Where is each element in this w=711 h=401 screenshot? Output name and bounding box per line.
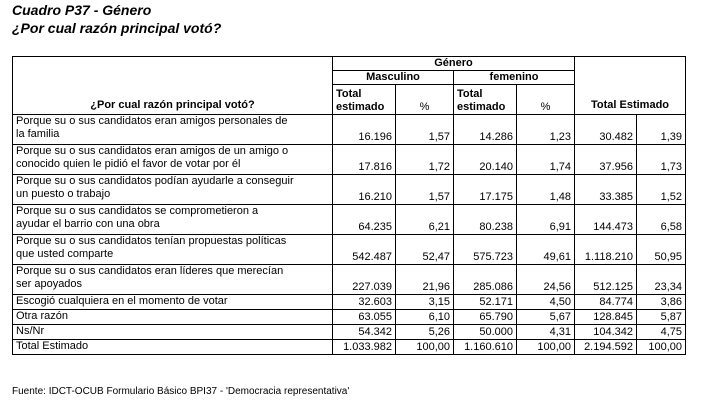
row-label: Porque su o sus candidatos se comprometieron a ayudar el barrio con una obra — [13, 205, 333, 235]
cell-t-pct: 5,87 — [637, 310, 686, 325]
cell-t-pct: 1,52 — [637, 175, 686, 205]
row-label: Escogió cualquiera en el momento de votar — [13, 295, 333, 310]
table-row — [13, 205, 686, 235]
cell-t-total: 30.482 — [575, 115, 637, 145]
cell-m-pct: 6,10 — [396, 310, 454, 325]
cell-t-total: 512.125 — [575, 265, 637, 295]
table-row — [13, 235, 686, 265]
cell-t-total: 1.118.210 — [575, 235, 637, 265]
cell-t-pct: 6,58 — [637, 205, 686, 235]
row-label: Porque su o sus candidatos tenían propuestas políticas que usted comparte — [13, 235, 333, 265]
table-row — [13, 175, 686, 205]
cell-m-pct: 52,47 — [396, 235, 454, 265]
cell-t-total: 128.845 — [575, 310, 637, 325]
cell-f-pct: 4,50 — [517, 295, 575, 310]
femenino-total-header: Total estimado — [454, 85, 517, 115]
table-row — [13, 265, 686, 295]
cell-t-total: 33.385 — [575, 175, 637, 205]
cell-m-total: 17.816 — [333, 145, 396, 175]
cell-f-pct: 6,91 — [517, 205, 575, 235]
cell-t-total: 84.774 — [575, 295, 637, 310]
row-label: Porque su o sus candidatos eran líderes que merecían ser apoyados — [13, 265, 333, 295]
cell-f-total: 14.286 — [454, 115, 517, 145]
cell-t-total: 144.473 — [575, 205, 637, 235]
cell-m-total: 16.196 — [333, 115, 396, 145]
cell-m-pct: 3,15 — [396, 295, 454, 310]
cell-f-pct: 5,67 — [517, 310, 575, 325]
row-label: Porque su o sus candidatos eran amigos de un amigo o conocido quien le pidió el favor de votar por él — [13, 145, 333, 175]
table-subtitle: ¿Por cual razón principal votó? — [12, 20, 222, 36]
cell-m-total: 542.487 — [333, 235, 396, 265]
cell-f-total: 50.000 — [454, 325, 517, 340]
row-label: Total Estimado — [13, 340, 333, 355]
table-title: Cuadro P37 - Género — [12, 2, 152, 18]
table-row — [13, 295, 686, 310]
cell-t-pct: 4,75 — [637, 325, 686, 340]
cell-m-pct: 21,96 — [396, 265, 454, 295]
cell-f-pct: 4,31 — [517, 325, 575, 340]
cell-m-total: 32.603 — [333, 295, 396, 310]
cell-m-pct: 1,72 — [396, 145, 454, 175]
row-label: Ns/Nr — [13, 325, 333, 340]
cell-t-total: 2.194.592 — [575, 340, 637, 355]
cell-t-pct: 1,73 — [637, 145, 686, 175]
cell-m-total: 227.039 — [333, 265, 396, 295]
cell-f-total: 65.790 — [454, 310, 517, 325]
table-row — [13, 145, 686, 175]
masculino-header: Masculino — [333, 71, 454, 85]
cell-m-pct: 5,26 — [396, 325, 454, 340]
cell-f-total: 285.086 — [454, 265, 517, 295]
cell-t-pct: 3,86 — [637, 295, 686, 310]
femenino-header: femenino — [454, 71, 575, 85]
cell-m-pct: 100,00 — [396, 340, 454, 355]
cell-f-pct: 49,61 — [517, 235, 575, 265]
cell-m-total: 1.033.982 — [333, 340, 396, 355]
cell-m-pct: 1,57 — [396, 175, 454, 205]
cell-t-total: 37.956 — [575, 145, 637, 175]
table-row — [13, 310, 686, 325]
row-label: Porque su o sus candidatos eran amigos personales de la familia — [13, 115, 333, 145]
cell-m-pct: 1,57 — [396, 115, 454, 145]
cell-m-total: 63.055 — [333, 310, 396, 325]
cell-f-pct: 1,23 — [517, 115, 575, 145]
cell-f-total: 20.140 — [454, 145, 517, 175]
cell-f-pct: 24,56 — [517, 265, 575, 295]
cell-f-total: 52.171 — [454, 295, 517, 310]
cell-m-total: 64.235 — [333, 205, 396, 235]
row-label: Otra razón — [13, 310, 333, 325]
cell-t-total: 104.342 — [575, 325, 637, 340]
cell-f-total: 80.238 — [454, 205, 517, 235]
question-header: ¿Por cual razón principal votó? — [13, 57, 333, 115]
table-row — [13, 325, 686, 340]
cell-t-pct: 23,34 — [637, 265, 686, 295]
cell-t-pct: 100,00 — [637, 340, 686, 355]
cell-f-pct: 1,74 — [517, 145, 575, 175]
cell-f-total: 1.160.610 — [454, 340, 517, 355]
data-table — [12, 56, 686, 355]
total-estimado-header: Total Estimado — [575, 57, 686, 115]
cell-t-pct: 50,95 — [637, 235, 686, 265]
genero-header: Género — [333, 57, 575, 71]
cell-t-pct: 1,39 — [637, 115, 686, 145]
cell-m-total: 54.342 — [333, 325, 396, 340]
cell-f-total: 17.175 — [454, 175, 517, 205]
masculino-total-header: Total estimado — [333, 85, 396, 115]
cell-f-total: 575.723 — [454, 235, 517, 265]
table-row — [13, 340, 686, 355]
source-note: Fuente: IDCT-OCUB Formulario Básico BPI37 - 'Democracia representativa' — [12, 386, 350, 397]
femenino-pct-header: % — [517, 85, 575, 115]
table-row — [13, 115, 686, 145]
cell-f-pct: 100,00 — [517, 340, 575, 355]
cell-m-pct: 6,21 — [396, 205, 454, 235]
cell-f-pct: 1,48 — [517, 175, 575, 205]
cell-m-total: 16.210 — [333, 175, 396, 205]
masculino-pct-header: % — [396, 85, 454, 115]
row-label: Porque su o sus candidatos podían ayudarle a conseguir un puesto o trabajo — [13, 175, 333, 205]
